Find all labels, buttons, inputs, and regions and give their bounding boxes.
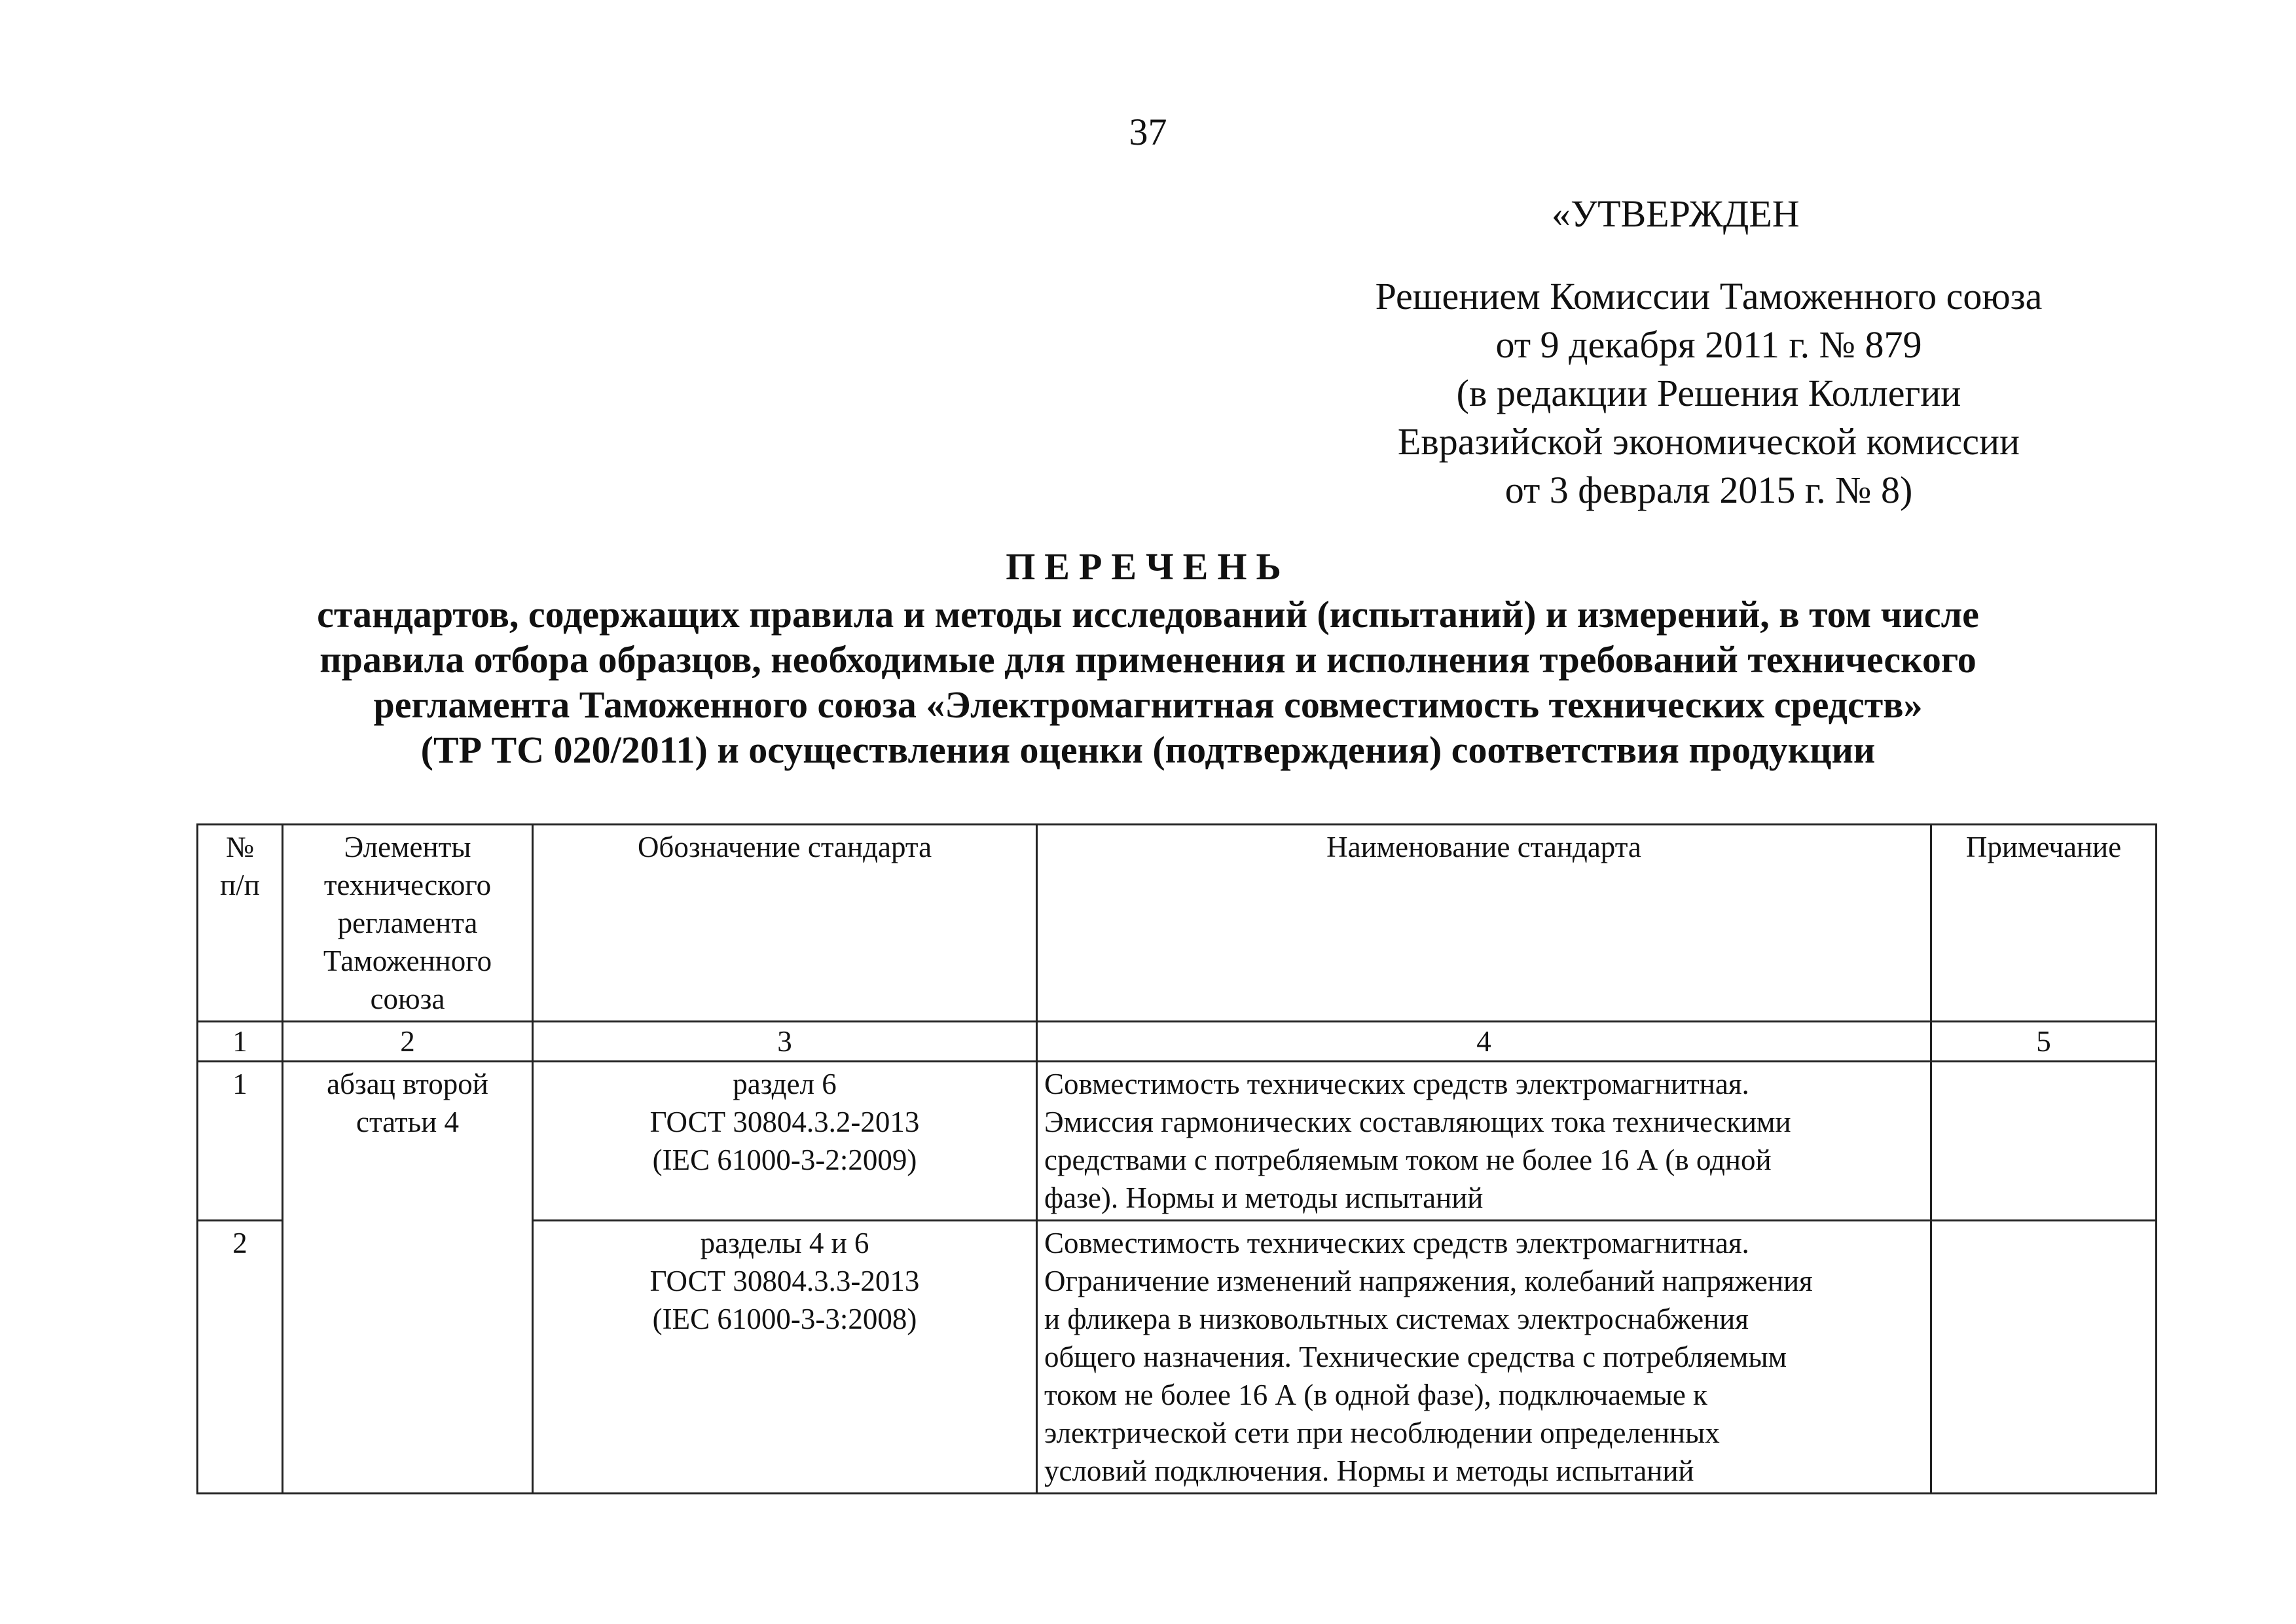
document-heading <box>0 542 2296 772</box>
standards-table <box>196 823 2157 1494</box>
header-elements: Элементы технического регламента Таможенного союза <box>283 825 533 1022</box>
header-note: Примечание <box>1931 825 2157 1022</box>
row-note <box>1931 1062 2157 1221</box>
table-row <box>198 1062 2157 1221</box>
document-title: ПЕРЕЧЕНЬ <box>1006 545 1290 588</box>
approval-line: (в редакции Решения Коллегии <box>1456 372 1961 414</box>
column-number: 4 <box>1037 1022 1931 1062</box>
row-num: 1 <box>198 1062 283 1221</box>
column-number-row <box>198 1022 2157 1062</box>
row-standard-name: Совместимость технических средств электромагнитная. Ограничение изменений напряжения, колебаний напряжения и фликера в низковольтных системах электроснабжения общего назначения. Технические средства с потребляемым током не более 16 А (в одной фазе), подключаемые к электрической сети при несоблюдении определенных условий подключения. Нормы и методы испытаний <box>1037 1221 1931 1494</box>
approval-line: Евразийской экономической комиссии <box>1397 420 2020 463</box>
row-standard-name: Совместимость технических средств электромагнитная. Эмиссия гармонических составляющих тока техническими средствами с потребляемым током не более 16 А (в одной фазе). Нормы и методы испытаний <box>1037 1062 1931 1221</box>
page-number: 37 <box>1129 111 1167 153</box>
header-name: Наименование стандарта <box>1037 825 1931 1022</box>
approval-stamp: «УТВЕРЖДЕН <box>1552 192 1800 235</box>
column-number: 5 <box>1931 1022 2157 1062</box>
row-num: 2 <box>198 1221 283 1494</box>
row-note <box>1931 1221 2157 1494</box>
table-header-row <box>198 825 2157 1022</box>
heading-line: стандартов, содержащих правила и методы исследований (испытаний) и измерений, в том числе <box>317 593 1979 636</box>
approval-line: Решением Комиссии Таможенного союза <box>1375 275 2043 317</box>
row-designation: разделы 4 и 6 ГОСТ 30804.3.3-2013 (IEC 61000-3-3:2008) <box>533 1221 1037 1494</box>
row-designation: раздел 6 ГОСТ 30804.3.2-2013 (IEC 61000-3-2:2009) <box>533 1062 1037 1221</box>
heading-line: правила отбора образцов, необходимые для применения и исполнения требований технического <box>319 638 1977 681</box>
column-number: 2 <box>283 1022 533 1062</box>
column-number: 1 <box>198 1022 283 1062</box>
header-designation: Обозначение стандарта <box>533 825 1037 1022</box>
row-elements: абзац второй статьи 4 <box>283 1062 533 1494</box>
heading-line: (ТР ТС 020/2011) и осуществления оценки (подтверждения) соответствия продукции <box>420 729 1876 771</box>
approval-line: от 9 декабря 2011 г. № 879 <box>1495 323 1922 366</box>
heading-line: регламента Таможенного союза «Электромагнитная совместимость технических средств» <box>373 683 1923 726</box>
column-number: 3 <box>533 1022 1037 1062</box>
approval-line: от 3 февраля 2015 г. № 8) <box>1504 469 1913 511</box>
header-num: № п/п <box>198 825 283 1022</box>
approval-block <box>1277 190 2141 514</box>
